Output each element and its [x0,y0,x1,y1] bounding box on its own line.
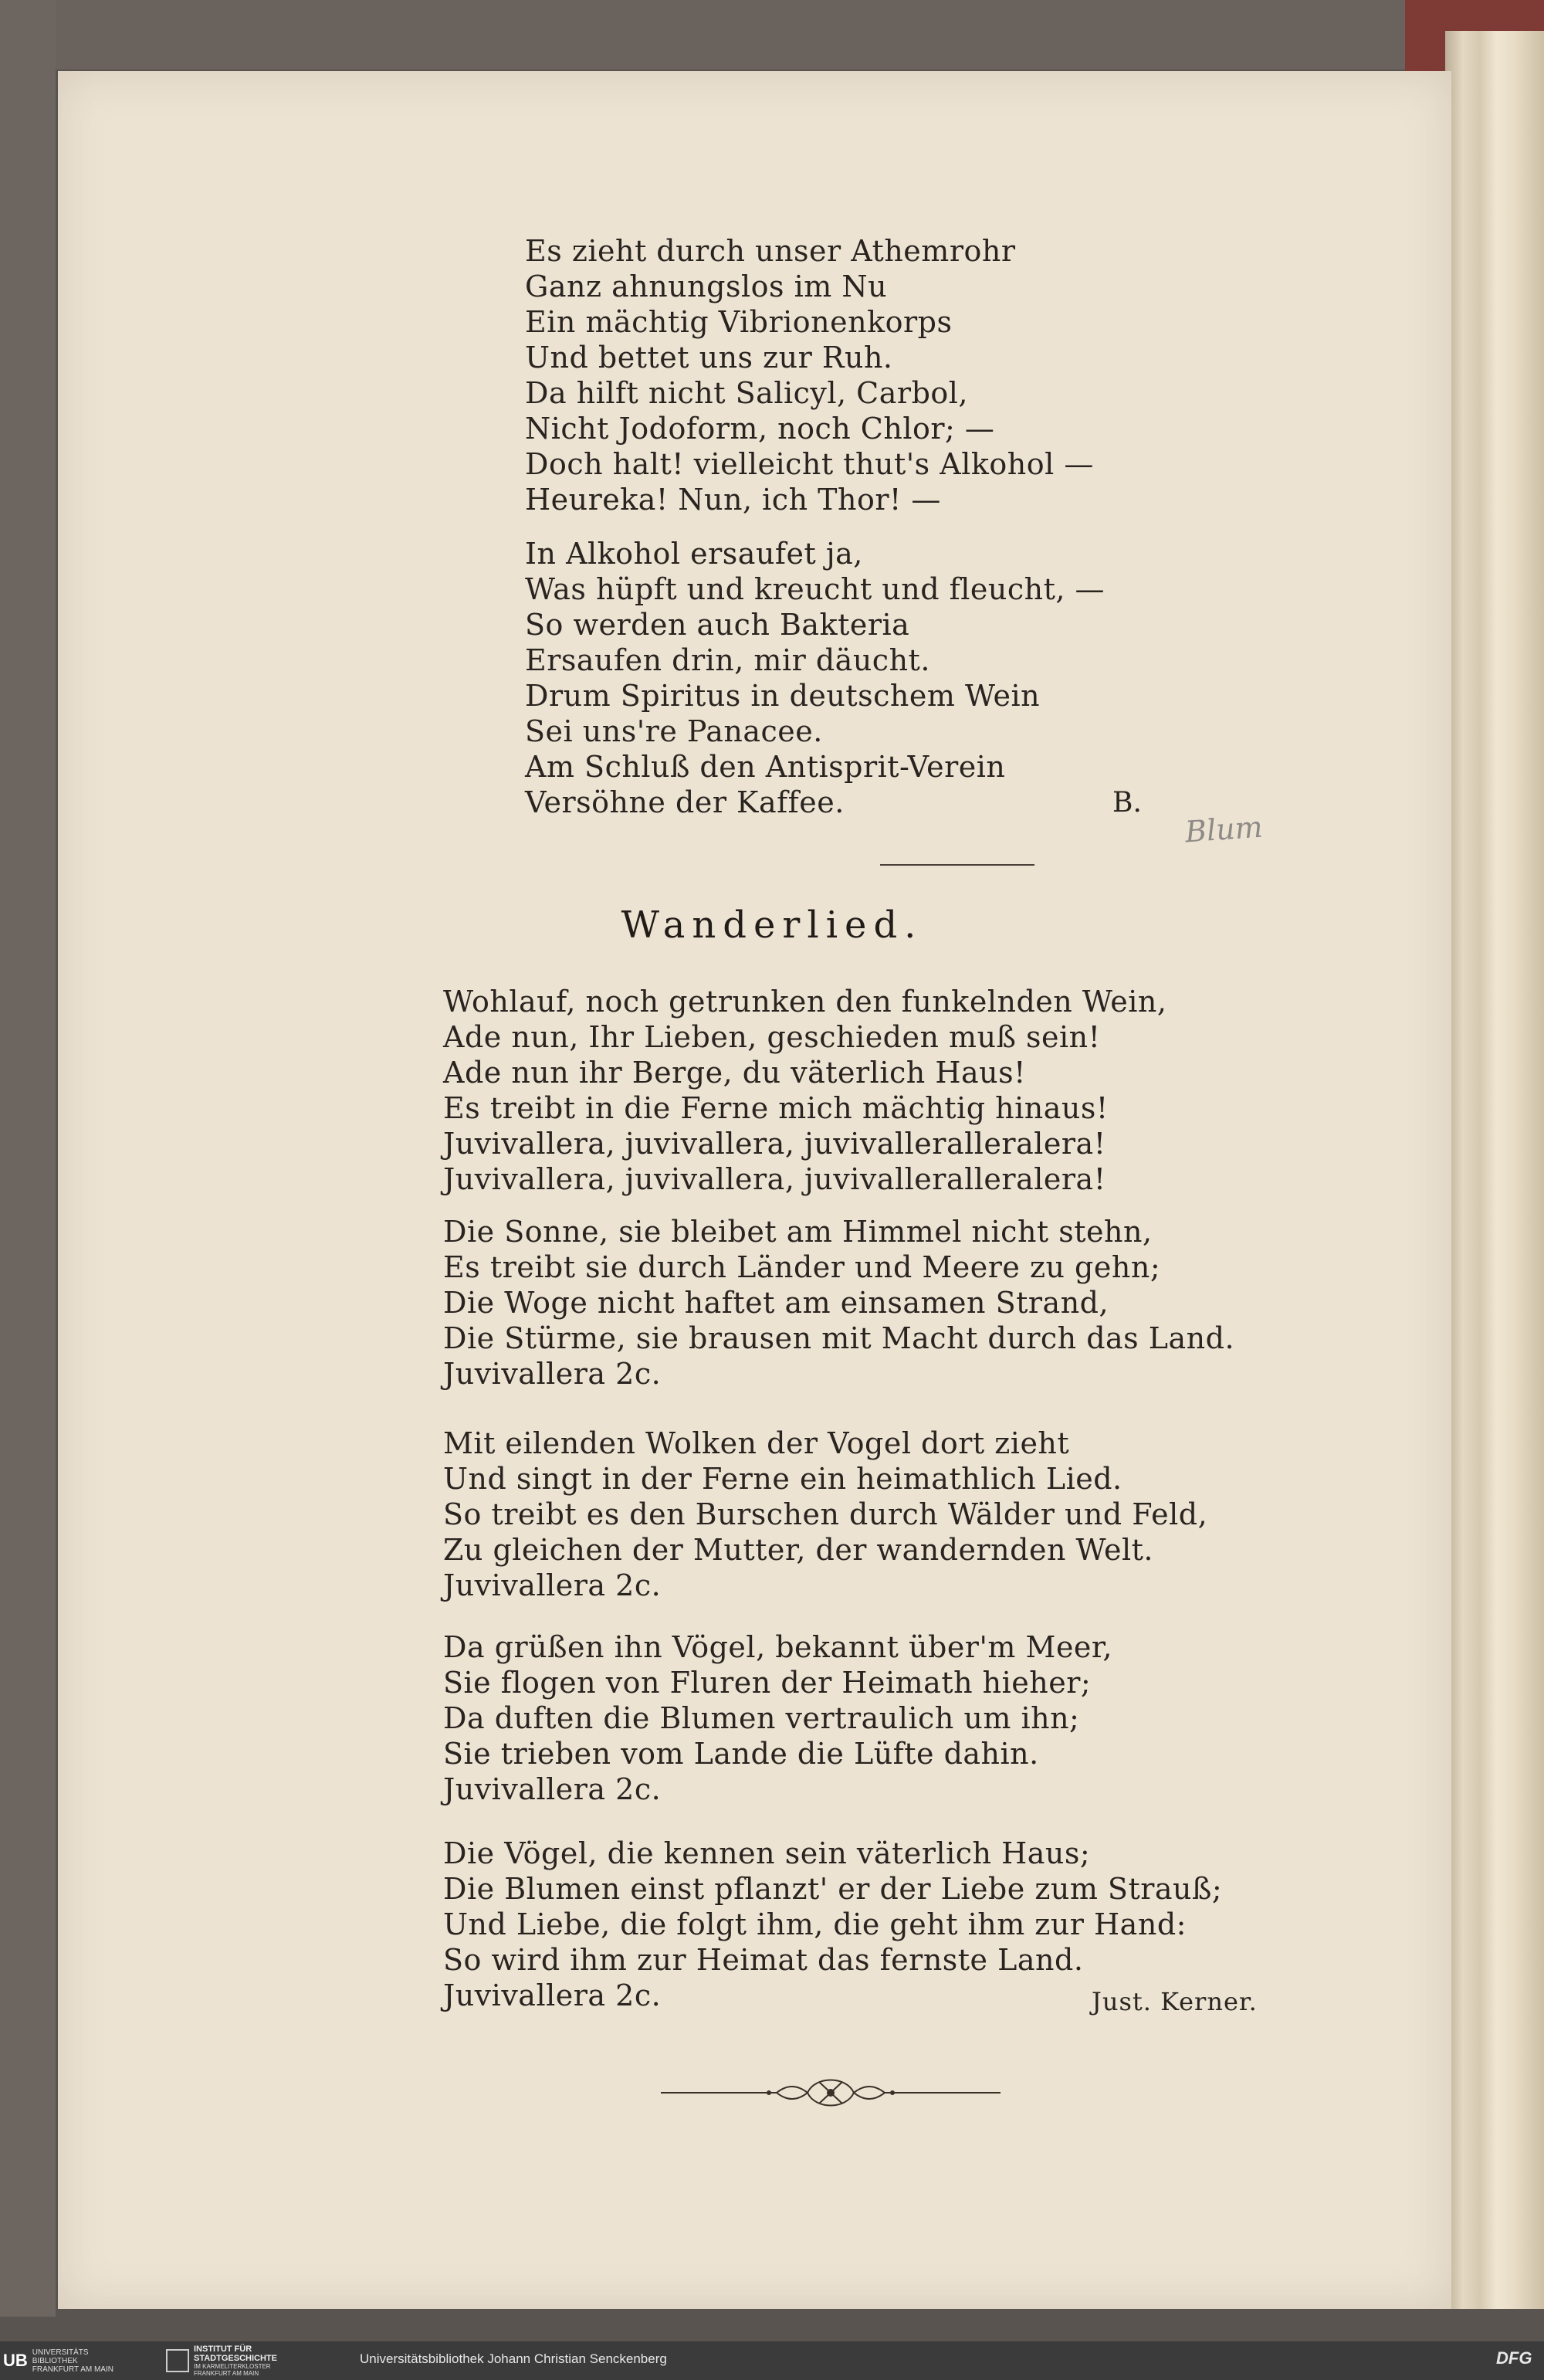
poem1-stanza-1 [525,233,1094,517]
verse-line: Was hüpft und kreucht und fleucht, — [525,572,1106,606]
verse-line: Die Stürme, sie brausen mit Macht durch das Land. [443,1321,1235,1355]
poem1-stanza-2 [525,536,1105,820]
verse-line: Ein mächtig Vibrionenkorps [525,305,953,339]
verse-line: Sei uns're Panacee. [525,714,823,748]
ub-text: UNIVERSITÄTS BIBLIOTHEK FRANKFURT AM MAIN [32,2348,113,2374]
verse-line: Nicht Jodoform, noch Chlor; — [525,412,995,446]
ornament-divider-icon [661,2071,1001,2114]
verse-line: Die Vögel, die kennen sein väterlich Haus; [443,1836,1091,1870]
verse-line: Es treibt sie durch Länder und Meere zu gehn; [443,1250,1161,1284]
library-name: Universitätsbibliothek Johann Christian Senckenberg [360,2351,667,2366]
institut-text: INSTITUT FÜR STADTGESCHICHTE IM KARMELITERKLOSTER FRANKFURT AM MAIN [194,2344,277,2377]
ub-mark: UB [3,2351,28,2370]
pencil-annotation: Blum [1183,809,1265,849]
verse-line: Ade nun ihr Berge, du väterlich Haus! [443,1056,1026,1090]
verse-line: So treibt es den Burschen durch Wälder und Feld, [443,1497,1208,1531]
verse-line: Und Liebe, die folgt ihm, die geht ihm zur Hand: [443,1907,1187,1941]
verse-line: Da hilft nicht Salicyl, Carbol, [525,376,969,410]
verse-line: Ersaufen drin, mir däucht. [525,643,930,677]
verse-line: Da grüßen ihn Vögel, bekannt über'm Meer, [443,1630,1112,1664]
section-divider [880,864,1034,866]
scan-background-top [0,0,1544,70]
wanderlied-stanza-1 [443,984,1166,1197]
verse-line: Drum Spiritus in deutschem Wein [525,679,1041,713]
verse-line: Die Woge nicht haftet am einsamen Strand, [443,1286,1109,1320]
poem2-author: Just. Kerner. [1092,1987,1258,2016]
poem1-signature: B. [1112,787,1142,819]
verse-line: Mit eilenden Wolken der Vogel dort zieht [443,1426,1070,1460]
wanderlied-stanza-4 [443,1629,1112,1807]
ub-logo [0,2341,161,2380]
institut-logo [166,2341,344,2380]
verse-line: Die Sonne, sie bleibet am Himmel nicht stehn, [443,1215,1153,1249]
wanderlied-stanza-2 [443,1214,1234,1392]
verse-line: Es zieht durch unser Athemrohr [525,234,1016,268]
verse-line: So wird ihm zur Heimat das fernste Land. [443,1943,1084,1977]
verse-line: Am Schluß den Antisprit-Verein [525,750,1006,784]
verse-line: Juvivallera, juvivallera, juvivalleralleralera! [443,1162,1106,1196]
verse-line: Die Blumen einst pflanzt' er der Liebe zum Strauß; [443,1872,1223,1906]
book-page-edges [1445,31,1544,2309]
verse-line: Sie trieben vom Lande die Lüfte dahin. [443,1737,1039,1771]
verse-line: Juvivallera 2c. [443,1978,662,2012]
verse-line: Versöhne der Kaffee. [525,785,845,819]
poem-title: Wanderlied. [621,904,923,947]
verse-line: Ade nun, Ihr Lieben, geschieden muß sein! [443,1020,1101,1054]
wanderlied-stanza-3 [443,1426,1207,1603]
verse-line: So werden auch Bakteria [525,608,910,642]
verse-line: Sie flogen von Fluren der Heimath hieher; [443,1666,1092,1700]
verse-line: Wohlauf, noch getrunken den funkelnden Wein, [443,985,1167,1019]
verse-line: Und bettet uns zur Ruh. [525,341,893,375]
verse-line: Zu gleichen der Mutter, der wandernden Welt. [443,1533,1153,1567]
verse-line: Und singt in der Ferne ein heimathlich Lied. [443,1462,1122,1496]
institut-emblem-icon [166,2349,189,2372]
verse-line: Juvivallera 2c. [443,1357,662,1391]
scan-background-left [0,0,56,2317]
verse-line: Juvivallera 2c. [443,1772,662,1806]
verse-line: Es treibt in die Ferne mich mächtig hinaus! [443,1091,1109,1125]
verse-line: Juvivallera, juvivallera, juvivalleralleralera! [443,1127,1106,1161]
verse-line: Doch halt! vielleicht thut's Alkohol — [525,447,1094,481]
verse-line: Ganz ahnungslos im Nu [525,270,888,303]
verse-line: Da duften die Blumen vertraulich um ihn; [443,1701,1080,1735]
verse-line: Heureka! Nun, ich Thor! — [525,483,941,517]
verse-line: Juvivallera 2c. [443,1568,662,1602]
dfg-logo: DFG [1496,2348,1532,2368]
verse-line: In Alkohol ersaufet ja, [525,537,863,571]
